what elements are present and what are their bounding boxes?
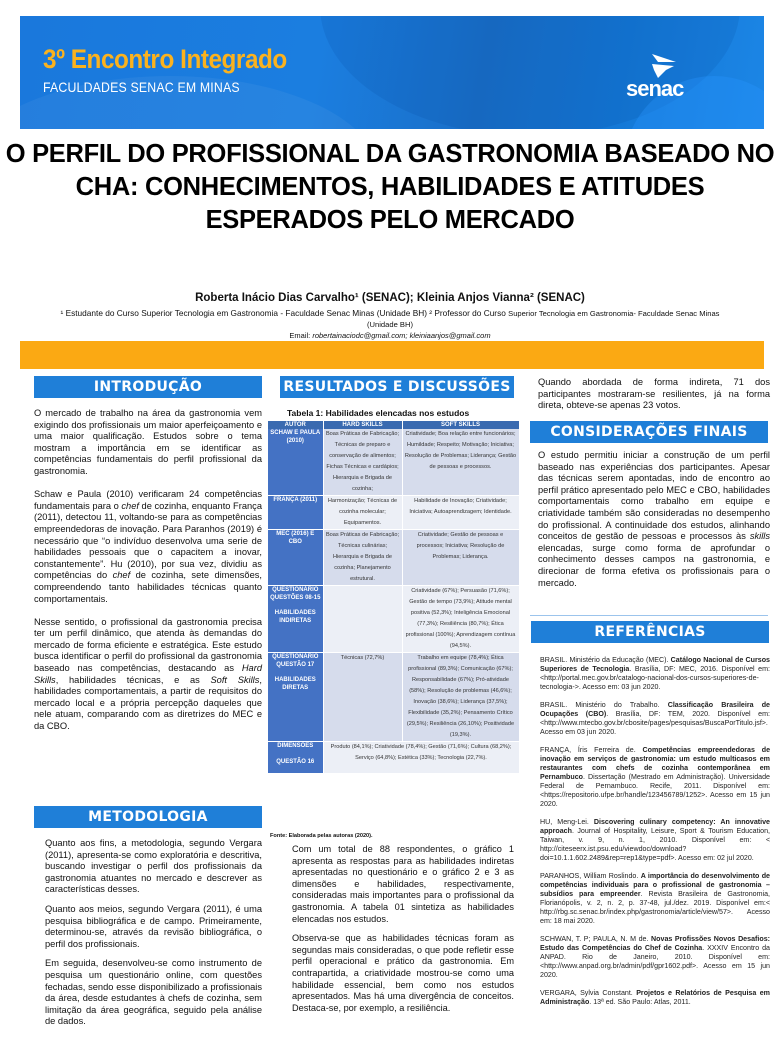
text-span: PARANHOS, William Roslindo.: [540, 872, 641, 880]
column-header: HARD SKILLS: [323, 421, 402, 429]
event-subtitle: FACULDADES SENAC EM MINAS: [43, 79, 240, 95]
text-span: BRASIL. Ministério do Trabalho.: [540, 701, 668, 709]
column-header: AUTOR: [268, 421, 323, 429]
section-heading-metodologia: METODOLOGIA: [34, 806, 262, 828]
text-span: Competências empreendedoras de inovação em serviços de gastronomia: um estudo multicasos em restaurantes com chefs de cozinha contemporânea em Pernambuco: [540, 746, 771, 781]
poster-title: O PERFIL DO PROFISSIONAL DA GASTRONOMIA BASEADO NO CHA: CONHECIMENTOS, HABILIDADES E ATITUDES ESPERADOS PELO MERCADO: [5, 140, 775, 234]
author-cell: FRANÇA (2011): [268, 496, 323, 530]
consideracoes-text: [538, 450, 770, 601]
text-span: Discovering culinary competency: An innovative approach: [540, 818, 770, 835]
author-cell: [268, 586, 323, 653]
soft-skills-cell: Habilidade de Inovação; Criatividade; Iniciativa; Autoaprendizagem; Identidade.: [402, 496, 519, 530]
text-span: Hard Skills: [34, 663, 262, 685]
hard-skills-cell: Harmonização; Técnicas de cozinha molecular; Equipamentos.: [323, 496, 402, 530]
text-span: . Brasília, DF: TEM, 2020. Disponível em: <http://www.mtecbo.gov.br/cbosite/pages/pesquisas/BuscaPorTitulo.jsf>. Acesso em 03 jun 2020.: [540, 710, 770, 736]
text-span: . Revista Brasileira de Gastronomia, Florianópolis, v. 2, n. 2, p. 37-48, jul./dez. 2019. Disponível em:< http://rbg.sc.senac.br/index.php/gastronomia/article/view/57>. Acesso em: 18 mai 2020.: [540, 890, 770, 925]
affiliation-part2: Superior Tecnologia em Gastronomia- Faculdade Senac Minas (Unidade BH): [366, 309, 720, 329]
author-cell: MEC (2016) E CBO: [268, 530, 323, 586]
author-sublabel: HABILIDADES DIRETAS: [274, 677, 316, 691]
text-span: A importância do desenvolvimento de competências individuais para o profissional de gastronomia – subsídios para empreender: [540, 872, 771, 898]
hard-skills-cell: Boas Práticas de Fabricação; Técnicas culinárias; Hierarquia e Brigada de cozinha; Planejamento estrutural.: [323, 530, 402, 586]
author-cell: [268, 653, 323, 742]
email-line: [0, 331, 780, 340]
skills-table: [268, 421, 520, 774]
soft-skills-cell: Criatividade; Gestão de pessoas e processos; Iniciativa; Resolução de Problemas; Liderança.: [402, 530, 519, 586]
dimensions-cell: Produto (84,1%); Criatividade (78,4%); Gestão (71,6%); Cultura (68,2%); Serviço (64,8%); Estética (33%); Tecnologia (22,7%).: [323, 742, 519, 774]
text-span: skills: [749, 531, 770, 542]
consideracoes-paragraph: [538, 450, 770, 589]
table-row: [268, 530, 519, 586]
senac-bird-icon: [646, 48, 686, 78]
resultados-continued-text: Quando abordada de forma indireta, 71 dos participantes mostraram-se resilientes, já na forma direta, obteve-se apenas 23 votos.: [538, 377, 770, 411]
metodologia-paragraph-3: Em seguida, desenvolveu-se como instrumento de pesquisa um questionário online, com questões fechadas, sendo esse disponibilizado a profissionais da área, desde estudantes à chefs de cozinha, sem limitação da área geográfica, seguido pela análise de dados.: [45, 958, 262, 1027]
section-heading-referencias: REFERÊNCIAS: [531, 621, 769, 643]
author-sublabel: QUESTÃO 16: [276, 758, 315, 765]
reference-item: [540, 656, 770, 692]
author-cell: SCHAW E PAULA (2010): [268, 429, 323, 496]
section-heading-resultados: RESULTADOS E DISCUSSÕES: [280, 376, 514, 398]
hard-skills-cell: [323, 586, 402, 653]
text-span: Soft Skills: [210, 674, 260, 685]
author-label: QUESTIONÁRIO QUESTÃO 17: [272, 654, 319, 668]
event-title: 3º Encontro Integrado: [43, 44, 287, 74]
reference-item: [540, 989, 770, 1007]
text-span: . Brasília, DF: MEC, 2016. Disponível em: <http://portal.mec.gov.br/catalogo-nacional-dos-cursos-superiores-de-tecnologia->. Acesso em: 03 jun 2020.: [540, 665, 770, 691]
table-row: [268, 496, 519, 530]
text-span: de cozinha, enquanto França (2011), detectou 11, voltando-se para as competências empreendedoras de inovação. Para Paranhos (2019) é necessário que “o indivíduo desenvolva uma serie de habilidades pessoais que o capacitem a inovar, constantemente”. Hu (2010), por sua vez, dividiu as competências do: [34, 500, 262, 581]
author-label: DIMENSÕES: [277, 743, 314, 749]
reference-item: [540, 935, 770, 980]
affiliation: [60, 308, 720, 330]
metodologia-paragraph-2: Quanto aos meios, segundo Vergara (2011), é uma pesquisa bibliográfica e de campo. Primeiramente, determinou-se, através da revisão bibliográfica, o perfil dos profissionais.: [45, 903, 262, 949]
reference-item: [540, 746, 770, 809]
resultados-text: [292, 844, 514, 1026]
author-cell: [268, 742, 323, 774]
intro-paragraph-1: O mercado de trabalho na área da gastronomia vem exigindo dos profissionais um maior aperfeiçoamento e uma maior qualificação. Estudos sobre o tema mostram a importância em se identificar as competências fundamentais do perfil profissional da gastronomia.: [34, 408, 262, 476]
resultados-paragraph-1: Com um total de 88 respondentes, o gráfico 1 apresenta as respostas para as habilidades indiretas apresentadas no questionário e o gráfico 2 e 3 as dimensões e habilidades, respectivamente, consideradas mais importantes para o profissional da gastronomia. A tabela 01 sintetiza as habilidades elencadas nos estudos.: [292, 844, 514, 924]
intro-paragraph-3: [34, 617, 262, 733]
text-span: de cozinha, sete dimensões, compreendendo tanto habilidades técnicas quanto comportamentais.: [34, 570, 262, 604]
soft-skills-cell: Criatividade; Boa relação entre funcionários; Humildade; Respeito; Motivação; Iniciativa; Resolução de Problemas; Liderança; Gestão de pessoas e processos.: [402, 429, 519, 496]
orange-divider-bar: [20, 341, 764, 369]
table-row: [268, 586, 519, 653]
email-label: Email:: [289, 331, 313, 340]
soft-skills-cell: Trabalho em equipe (78,4%); Ética profissional (89,3%); Comunicação (67%); Responsabilidade (67%); Pró-atividade (58%); Resolução de problemas (46,6%); Inovação (38,6%); Liderança (37,5%); Flexibilidade (35,2%); Pensamento Crítico (29,5%); Resiliência (26,10%); Positividade (19,3%).: [402, 653, 519, 742]
metodologia-text: [45, 838, 262, 1040]
table-row: [268, 742, 519, 774]
section-divider: [530, 615, 768, 616]
hard-skills-cell: Técnicas (72,7%): [323, 653, 402, 742]
column-header: SOFT SKILLS: [402, 421, 519, 429]
text-span: chef: [112, 570, 131, 581]
text-span: chef: [121, 500, 139, 511]
text-span: . 13ª ed. São Paulo: Atlas, 2011.: [589, 998, 691, 1006]
email-value: robertainaciodc@gmail.com; kleiniaanjos@gmail.com: [312, 331, 491, 340]
reference-item: [540, 701, 770, 737]
text-span: Catálogo Nacional de Cursos Superiores de Tecnologia: [540, 656, 771, 673]
senac-logo: [624, 52, 704, 102]
text-span: BRASIL. Ministério da Educação (MEC).: [540, 656, 671, 664]
table-row: [268, 429, 519, 496]
text-span: Projetos e Relatórios de Pesquisa em Administração: [540, 989, 770, 1006]
senac-logo-text: senac: [626, 76, 684, 101]
resultados-paragraph-2: Observa-se que as habilidades técnicas foram as segundas mais consideradas, o que pode refletir esse perfil operacional e prático da gastronomia. Em contrapartida, a criatividade mostrou-se como uma habilidade essencial, bem como nos estudos apresentados. Mas há uma divergência de conceitos. Destaca-se, por exemplo, a resiliência.: [292, 933, 514, 1013]
references-list: [540, 656, 770, 1016]
text-span: elencadas, surge como forma de aprofundar o conhecimento desses campos na gastronomia, e direcionar de forma efetiva os profissionais para o mercado.: [538, 542, 770, 588]
intro-paragraph-2: [34, 489, 262, 605]
author-sublabel: HABILIDADES INDIRETAS: [274, 610, 316, 624]
text-span: . Dissertação (Mestrado em Administração). Universidade Federal de Pernambuco. Recife, 2011. Disponível em: <https://repositorio.ufpe.br/handle/123456789/1252>. Acesso em 15 jun 2020.: [540, 773, 770, 808]
section-heading-consideracoes: CONSIDERAÇÕES FINAIS: [530, 421, 768, 443]
text-span: . XXXIV Encontro da ANPAD. Rio de Janeiro, 2010. Disponível em: <http://www.anpad.org.br/admin/pdf/gpr1602.pdf>. Acesso em 15 jun 2020.: [540, 944, 770, 979]
reference-item: [540, 818, 770, 863]
reference-item: [540, 872, 770, 926]
text-span: O estudo permitiu iniciar a construção de um perfil baseado nas experiências dos participantes. Apesar das técnicas serem apontadas, indo de encontro ao perfil prático apresentado pelo MEC e CBO, habilidades comportamentais como trabalho em equipe e criatividade também são consideradas no desempenho do profissional. A continuidade dos estudos, alinhando conceitos de gestão de pessoas e processos às: [538, 450, 770, 542]
text-span: SCHWAN, T. P; PAULA, N. M de.: [540, 935, 652, 943]
text-span: Nesse sentido, o profissional da gastronomia precisa ter um perfil dinâmico, que atenda às demandas do mercado de forma eficiente e estratégica. Este estudo busca identificar o perfil do profissional da gastronomia baseado nas competências, destacando as: [34, 616, 262, 674]
text-span: Classificação Brasileira de Ocupações (CBO): [540, 701, 770, 718]
table-source: Fonte: Elaborada pelas autoras (2020).: [270, 833, 373, 839]
soft-skills-cell: Criatividade (67%); Persuasão (71,6%); Gestão de tempo (73,9%); Atitude mental positiva (52,3%); Inteligência Emocional (77,3%); Resiliência (80,7%); Ética profissional (100%); Aprendizagem contínua (94,5%).: [402, 586, 519, 653]
author-label: QUESTIONÁRIO QUESTÕES 08-15: [270, 587, 321, 601]
section-heading-introducao: INTRODUÇÃO: [34, 376, 262, 398]
text-span: , habilidades comportamentais, a partir de requisitos do mercado local e a própria percepção daqueles que nele atuam, comparando com as diretrizes do MEC e da CBO.: [34, 674, 262, 732]
introducao-text: [34, 408, 262, 744]
table-caption: Tabela 1: Habilidades elencadas nos estudos: [287, 408, 470, 418]
authors: Roberta Inácio Dias Carvalho¹ (SENAC); Kleinia Anjos Vianna² (SENAC): [195, 292, 585, 304]
text-span: Schaw e Paula (2010) verificaram 24 competências fundamentais para o: [34, 489, 262, 511]
text-span: , habilidades técnicas, e as: [55, 674, 211, 685]
metodologia-paragraph-1: Quanto aos fins, a metodologia, segundo Vergara (2011), apresenta-se como exploratória e descritiva, buscando investigar o perfil dos profissionais da gastronomia atuantes no mercado e descrever as características desses.: [45, 838, 262, 895]
text-span: FRANÇA, Íris Ferreira de.: [540, 746, 643, 754]
hard-skills-cell: Boas Práticas de Fabricação; Técnicas de preparo e conservação de alimentos; Fichas Técnicas e cardápios; Hierarquia e Brigada de cozinha;: [323, 429, 402, 496]
affiliation-part1: ¹ Estudante do Curso Superior Tecnologia em Gastronomia - Faculdade Senac Minas (Unidade BH) ² Professor do Curso: [60, 308, 509, 318]
text-span: VERGARA, Sylvia Constant.: [540, 989, 637, 997]
text-span: HU, Meng-Lei.: [540, 818, 594, 826]
table-header-row: [268, 421, 519, 429]
table-row: [268, 653, 519, 742]
text-span: Novas Profissões Novos Desafios: Estudo das Competências do Chef de Cozinha: [540, 935, 770, 952]
text-span: . Journal of Hospitality, Leisure, Sport & Tourism Education, Taiwan, v. 9, n. 1, 2010. Disponível em: < http://citeseerx.ist.psu.edu/viewdoc/download?doi=10.1.1.602.2489&rep=rep1&type=pdf>. Acesso em: 02 jul 2020.: [540, 827, 770, 862]
